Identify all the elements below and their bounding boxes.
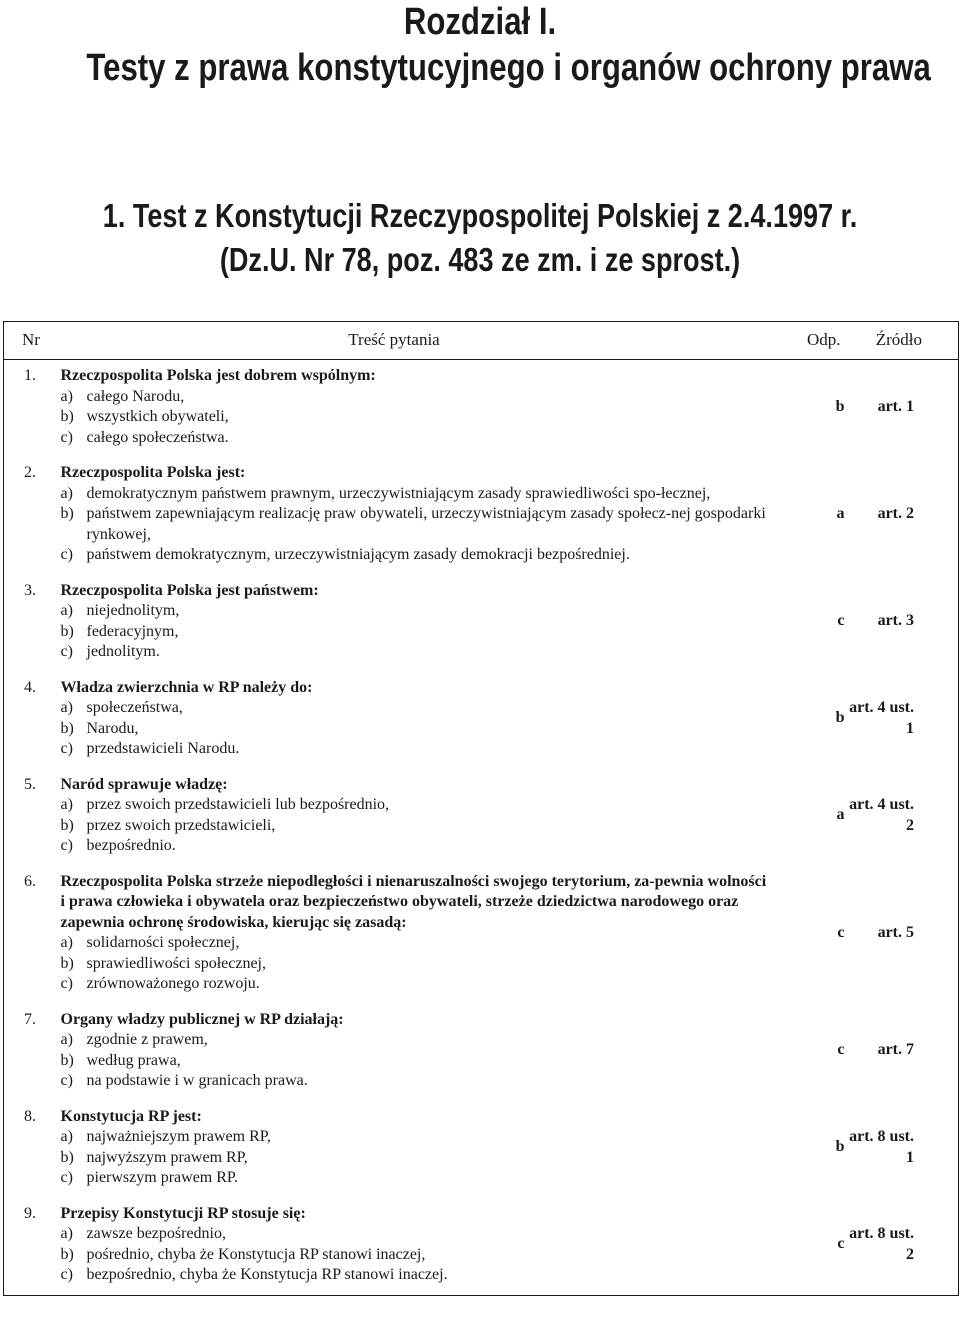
- table-row: [4, 1004, 959, 1101]
- table-header-row: [4, 322, 959, 360]
- question-stem: Naród sprawuje władzę:: [60, 775, 228, 793]
- answer-option: [61, 601, 768, 622]
- correct-answer: a: [836, 505, 845, 522]
- answer-option: [61, 1030, 768, 1051]
- question-number: 9.: [24, 1204, 36, 1222]
- question-content: [61, 575, 768, 672]
- question-number: 5.: [24, 775, 36, 793]
- option-text: solidarności społecznej,: [86, 934, 240, 951]
- correct-answer: c: [837, 612, 845, 630]
- answer-option: [61, 739, 768, 760]
- answer-option: [61, 1265, 768, 1286]
- answer-option: [61, 545, 768, 566]
- option-label: c): [60, 1169, 73, 1186]
- answer-option: [61, 1245, 768, 1266]
- correct-answer: b: [835, 709, 845, 727]
- option-text: najwyższym prawem RP,: [86, 1148, 248, 1166]
- header-source: Źródło: [845, 322, 959, 360]
- question-content: [61, 1101, 768, 1198]
- option-label: c): [60, 740, 73, 757]
- answer-option: [61, 1127, 768, 1148]
- option-text: społeczeństwa,: [86, 699, 183, 716]
- table-row: [4, 769, 959, 866]
- option-text: całego Narodu,: [86, 387, 185, 405]
- question-content: [61, 457, 768, 575]
- answer-option: [61, 1071, 768, 1092]
- option-text: całego społeczeństwa.: [86, 428, 229, 446]
- question-number: 3.: [24, 581, 36, 599]
- question-number: 2.: [24, 464, 36, 481]
- answer-option: [61, 622, 768, 643]
- table-row: [4, 575, 959, 672]
- header-nr: Nr: [4, 322, 61, 360]
- option-text: jednolitym.: [86, 643, 160, 660]
- chapter-title: Testy z prawa konstytucyjnego i organów ochrony prawa: [86, 47, 931, 89]
- option-label: b): [60, 1051, 74, 1069]
- option-label: b): [60, 505, 74, 522]
- option-label: c): [60, 1266, 73, 1283]
- option-label: a): [60, 1225, 73, 1242]
- correct-answer: b: [835, 397, 845, 415]
- option-label: a): [60, 602, 73, 619]
- header-question: Treść pytania: [61, 322, 768, 360]
- option-text: najważniejszym prawem RP,: [86, 1128, 271, 1145]
- option-label: b): [60, 408, 74, 425]
- answer-source: art. 1: [877, 397, 914, 415]
- option-label: b): [60, 622, 74, 640]
- correct-answer: c: [837, 1235, 845, 1253]
- question-stem: Konstytucja RP jest:: [60, 1107, 202, 1125]
- option-text: według prawa,: [86, 1051, 181, 1069]
- question-number: 6.: [24, 872, 36, 890]
- question-content: [61, 360, 768, 458]
- option-text: pierwszym prawem RP.: [86, 1169, 239, 1186]
- option-label: b): [60, 954, 74, 972]
- question-number: 4.: [24, 678, 36, 696]
- option-label: b): [60, 1245, 74, 1263]
- answer-option: [61, 1168, 768, 1189]
- option-label: a): [60, 796, 73, 813]
- answer-option: [61, 642, 768, 663]
- test-title-line2: (Dz.U. Nr 78, poz. 483 ze zm. i ze sprost.): [219, 241, 741, 278]
- option-label: a): [60, 1128, 73, 1145]
- answer-option: [61, 933, 768, 954]
- header-answer: Odp.: [768, 322, 845, 360]
- option-label: c): [60, 1072, 73, 1089]
- answer-option: [61, 407, 768, 428]
- answer-source: art. 7: [877, 1041, 914, 1059]
- question-stem: Rzeczpospolita Polska jest:: [60, 464, 246, 481]
- correct-answer: b: [835, 1138, 845, 1156]
- option-text: państwem zapewniającym realizację praw obywateli, urzeczywistniającym zasady społecz-nej gospodarki rynkowej,: [86, 505, 766, 543]
- answer-source: art. 8 ust. 1: [849, 1128, 914, 1166]
- option-text: przedstawicieli Narodu.: [86, 740, 240, 757]
- option-text: przez swoich przedstawicieli lub bezpośrednio,: [86, 796, 390, 813]
- chapter-label: Rozdział I.: [403, 1, 557, 43]
- questions-table: [3, 321, 959, 1296]
- answer-option: [61, 836, 768, 857]
- option-label: a): [60, 934, 73, 951]
- option-label: b): [60, 719, 74, 737]
- option-label: c): [60, 428, 73, 446]
- option-text: sprawiedliwości społecznej,: [86, 954, 266, 972]
- option-label: b): [60, 1148, 74, 1166]
- table-row: [4, 457, 959, 575]
- correct-answer: c: [837, 923, 845, 941]
- option-label: c): [60, 975, 73, 992]
- question-stem: Władza zwierzchnia w RP należy do:: [60, 678, 313, 696]
- answer-source: art. 2: [877, 505, 914, 522]
- option-text: zgodnie z prawem,: [86, 1031, 208, 1048]
- option-text: federacyjnym,: [86, 622, 179, 640]
- table-row: [4, 672, 959, 769]
- question-content: [61, 1198, 768, 1296]
- answer-option: [61, 1224, 768, 1245]
- answer-option: [61, 484, 768, 505]
- answer-option: [61, 428, 768, 449]
- option-label: c): [60, 546, 73, 563]
- option-text: na podstawie i w granicach prawa.: [86, 1072, 308, 1089]
- option-text: zawsze bezpośrednio,: [86, 1225, 226, 1242]
- option-text: demokratycznym państwem prawnym, urzeczywistniającym zasady sprawiedliwości spo-łecznej,: [86, 484, 711, 502]
- answer-option: [61, 954, 768, 975]
- table-row: [4, 1198, 959, 1296]
- answer-source: art. 8 ust. 2: [849, 1225, 914, 1263]
- answer-option: [61, 698, 768, 719]
- option-text: zrównoważonego rozwoju.: [86, 975, 260, 992]
- questions-body: [4, 360, 959, 1296]
- question-number: 8.: [24, 1107, 36, 1125]
- table-row: [4, 360, 959, 458]
- answer-option: [61, 719, 768, 740]
- option-label: c): [60, 837, 73, 854]
- question-content: [61, 769, 768, 866]
- answer-source: art. 3: [877, 612, 914, 630]
- correct-answer: a: [836, 806, 845, 824]
- question-stem: Rzeczpospolita Polska jest dobrem wspólnym:: [60, 367, 376, 384]
- answer-option: [61, 1148, 768, 1169]
- question-stem: Przepisy Konstytucji RP stosuje się:: [60, 1204, 306, 1222]
- question-content: [61, 1004, 768, 1101]
- option-text: bezpośrednio, chyba że Konstytucja RP stanowi inaczej.: [86, 1266, 448, 1283]
- option-text: przez swoich przedstawicieli,: [86, 816, 276, 834]
- option-label: a): [60, 699, 73, 716]
- question-content: [61, 866, 768, 1004]
- option-text: bezpośrednio.: [86, 837, 176, 854]
- table-row: [4, 866, 959, 1004]
- option-text: niejednolitym,: [86, 602, 180, 619]
- question-stem: Organy władzy publicznej w RP działają:: [60, 1010, 344, 1028]
- option-text: państwem demokratycznym, urzeczywistniającym zasady demokracji bezpośredniej.: [86, 546, 630, 563]
- answer-source: art. 5: [877, 923, 914, 941]
- answer-source: art. 4 ust. 1: [849, 699, 914, 737]
- option-label: a): [60, 1031, 73, 1048]
- question-number: 1.: [24, 367, 36, 384]
- answer-option: [61, 504, 768, 545]
- question-stem: Rzeczpospolita Polska jest państwem:: [60, 581, 319, 599]
- table-row: [4, 1101, 959, 1198]
- answer-option: [61, 795, 768, 816]
- answer-option: [61, 387, 768, 408]
- correct-answer: c: [837, 1041, 845, 1059]
- option-text: wszystkich obywateli,: [86, 408, 229, 425]
- question-stem: Rzeczpospolita Polska strzeże niepodległości i nienaruszalności swojego terytorium, za-pewnia wolności i prawa człowieka i obywatela oraz bezpieczeństwo obywateli, strzeże dziedzictwa narodowego oraz zapewnia ochronę środowiska, kierując się zasadą:: [60, 872, 767, 931]
- option-text: Narodu,: [86, 719, 139, 737]
- question-content: [61, 672, 768, 769]
- answer-option: [61, 1051, 768, 1072]
- option-label: c): [60, 643, 73, 660]
- answer-option: [61, 974, 768, 995]
- answer-option: [61, 816, 768, 837]
- option-label: b): [60, 816, 74, 834]
- option-label: a): [60, 484, 73, 502]
- option-label: a): [60, 387, 73, 405]
- test-title-line1: 1. Test z Konstytucji Rzeczypospolitej Polskiej z 2.4.1997 r.: [102, 197, 858, 234]
- answer-source: art. 4 ust. 2: [849, 796, 914, 834]
- question-number: 7.: [24, 1010, 36, 1028]
- option-text: pośrednio, chyba że Konstytucja RP stanowi inaczej,: [86, 1245, 426, 1263]
